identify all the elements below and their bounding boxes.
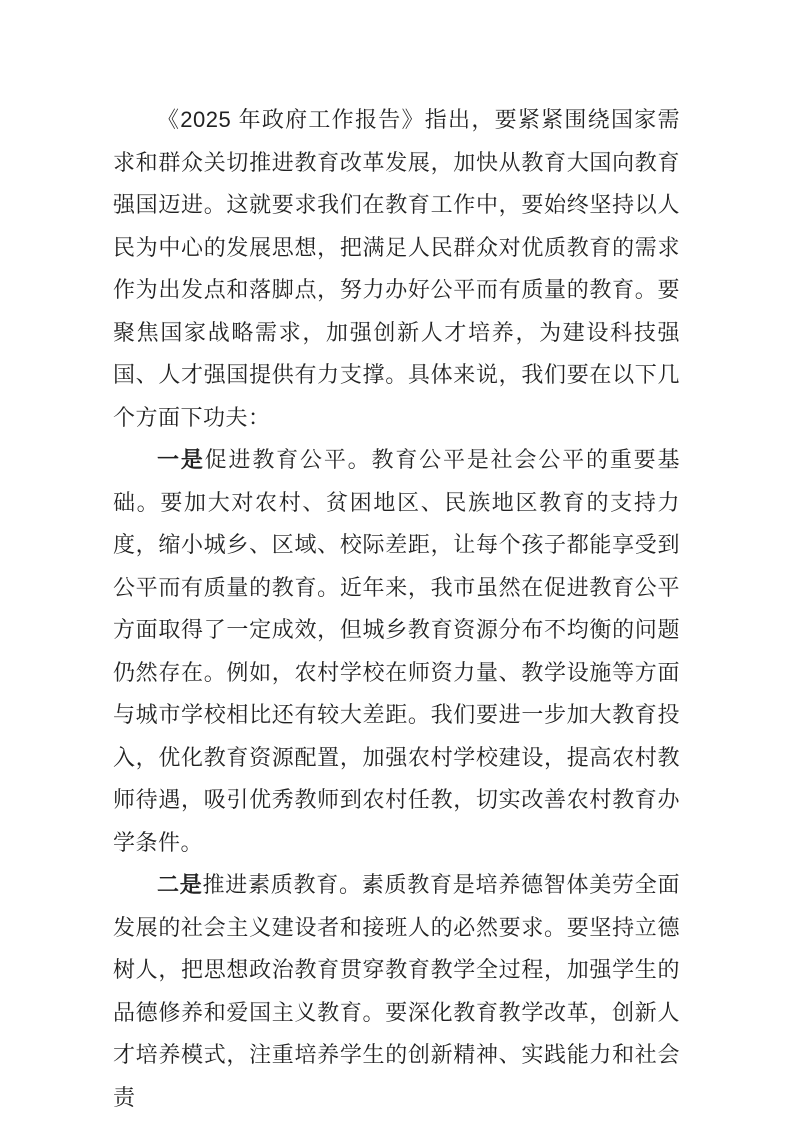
paragraph-point-two <box>113 864 680 1119</box>
paragraph-intro <box>113 99 680 439</box>
paragraph-lead-bold: 一是 <box>157 447 205 472</box>
paragraph-text: 《2025 年政府工作报告》指出，要紧紧围绕国家需求和群众关切推进教育改革发展，加快从教育大国向教育强国迈进。这就要求我们在教育工作中，要始终坚持以人民为中心的发展思想，把满足人民群众对优质教育的需求作为出发点和落脚点，努力办好公平而有质量的教育。要聚焦国家战略需求，加强创新人才培养，为建设科技强国、人才强国提供有力支撑。具体来说，我们要在以下几个方面下功夫： <box>113 107 680 430</box>
paragraph-lead-bold: 二是 <box>157 872 203 897</box>
paragraph-point-one <box>113 439 680 864</box>
paragraph-text: 推进素质教育。素质教育是培养德智体美劳全面发展的社会主义建设者和接班人的必然要求。要坚持立德树人，把思想政治教育贯穿教育教学全过程，加强学生的品德修养和爱国主义教育。要深化教育教学改革，创新人才培养模式，注重培养学生的创新精神、实践能力和社会责 <box>113 872 680 1110</box>
paragraph-text: 促进教育公平。教育公平是社会公平的重要基础。要加大对农村、贫困地区、民族地区教育的支持力度，缩小城乡、区域、校际差距，让每个孩子都能享受到公平而有质量的教育。近年来，我市虽然在促进教育公平方面取得了一定成效，但城乡教育资源分布不均衡的问题仍然存在。例如，农村学校在师资力量、教学设施等方面与城市学校相比还有较大差距。我们要进一步加大教育投入，优化教育资源配置，加强农村学校建设，提高农村教师待遇，吸引优秀教师到农村任教，切实改善农村教育办学条件。 <box>113 447 680 855</box>
